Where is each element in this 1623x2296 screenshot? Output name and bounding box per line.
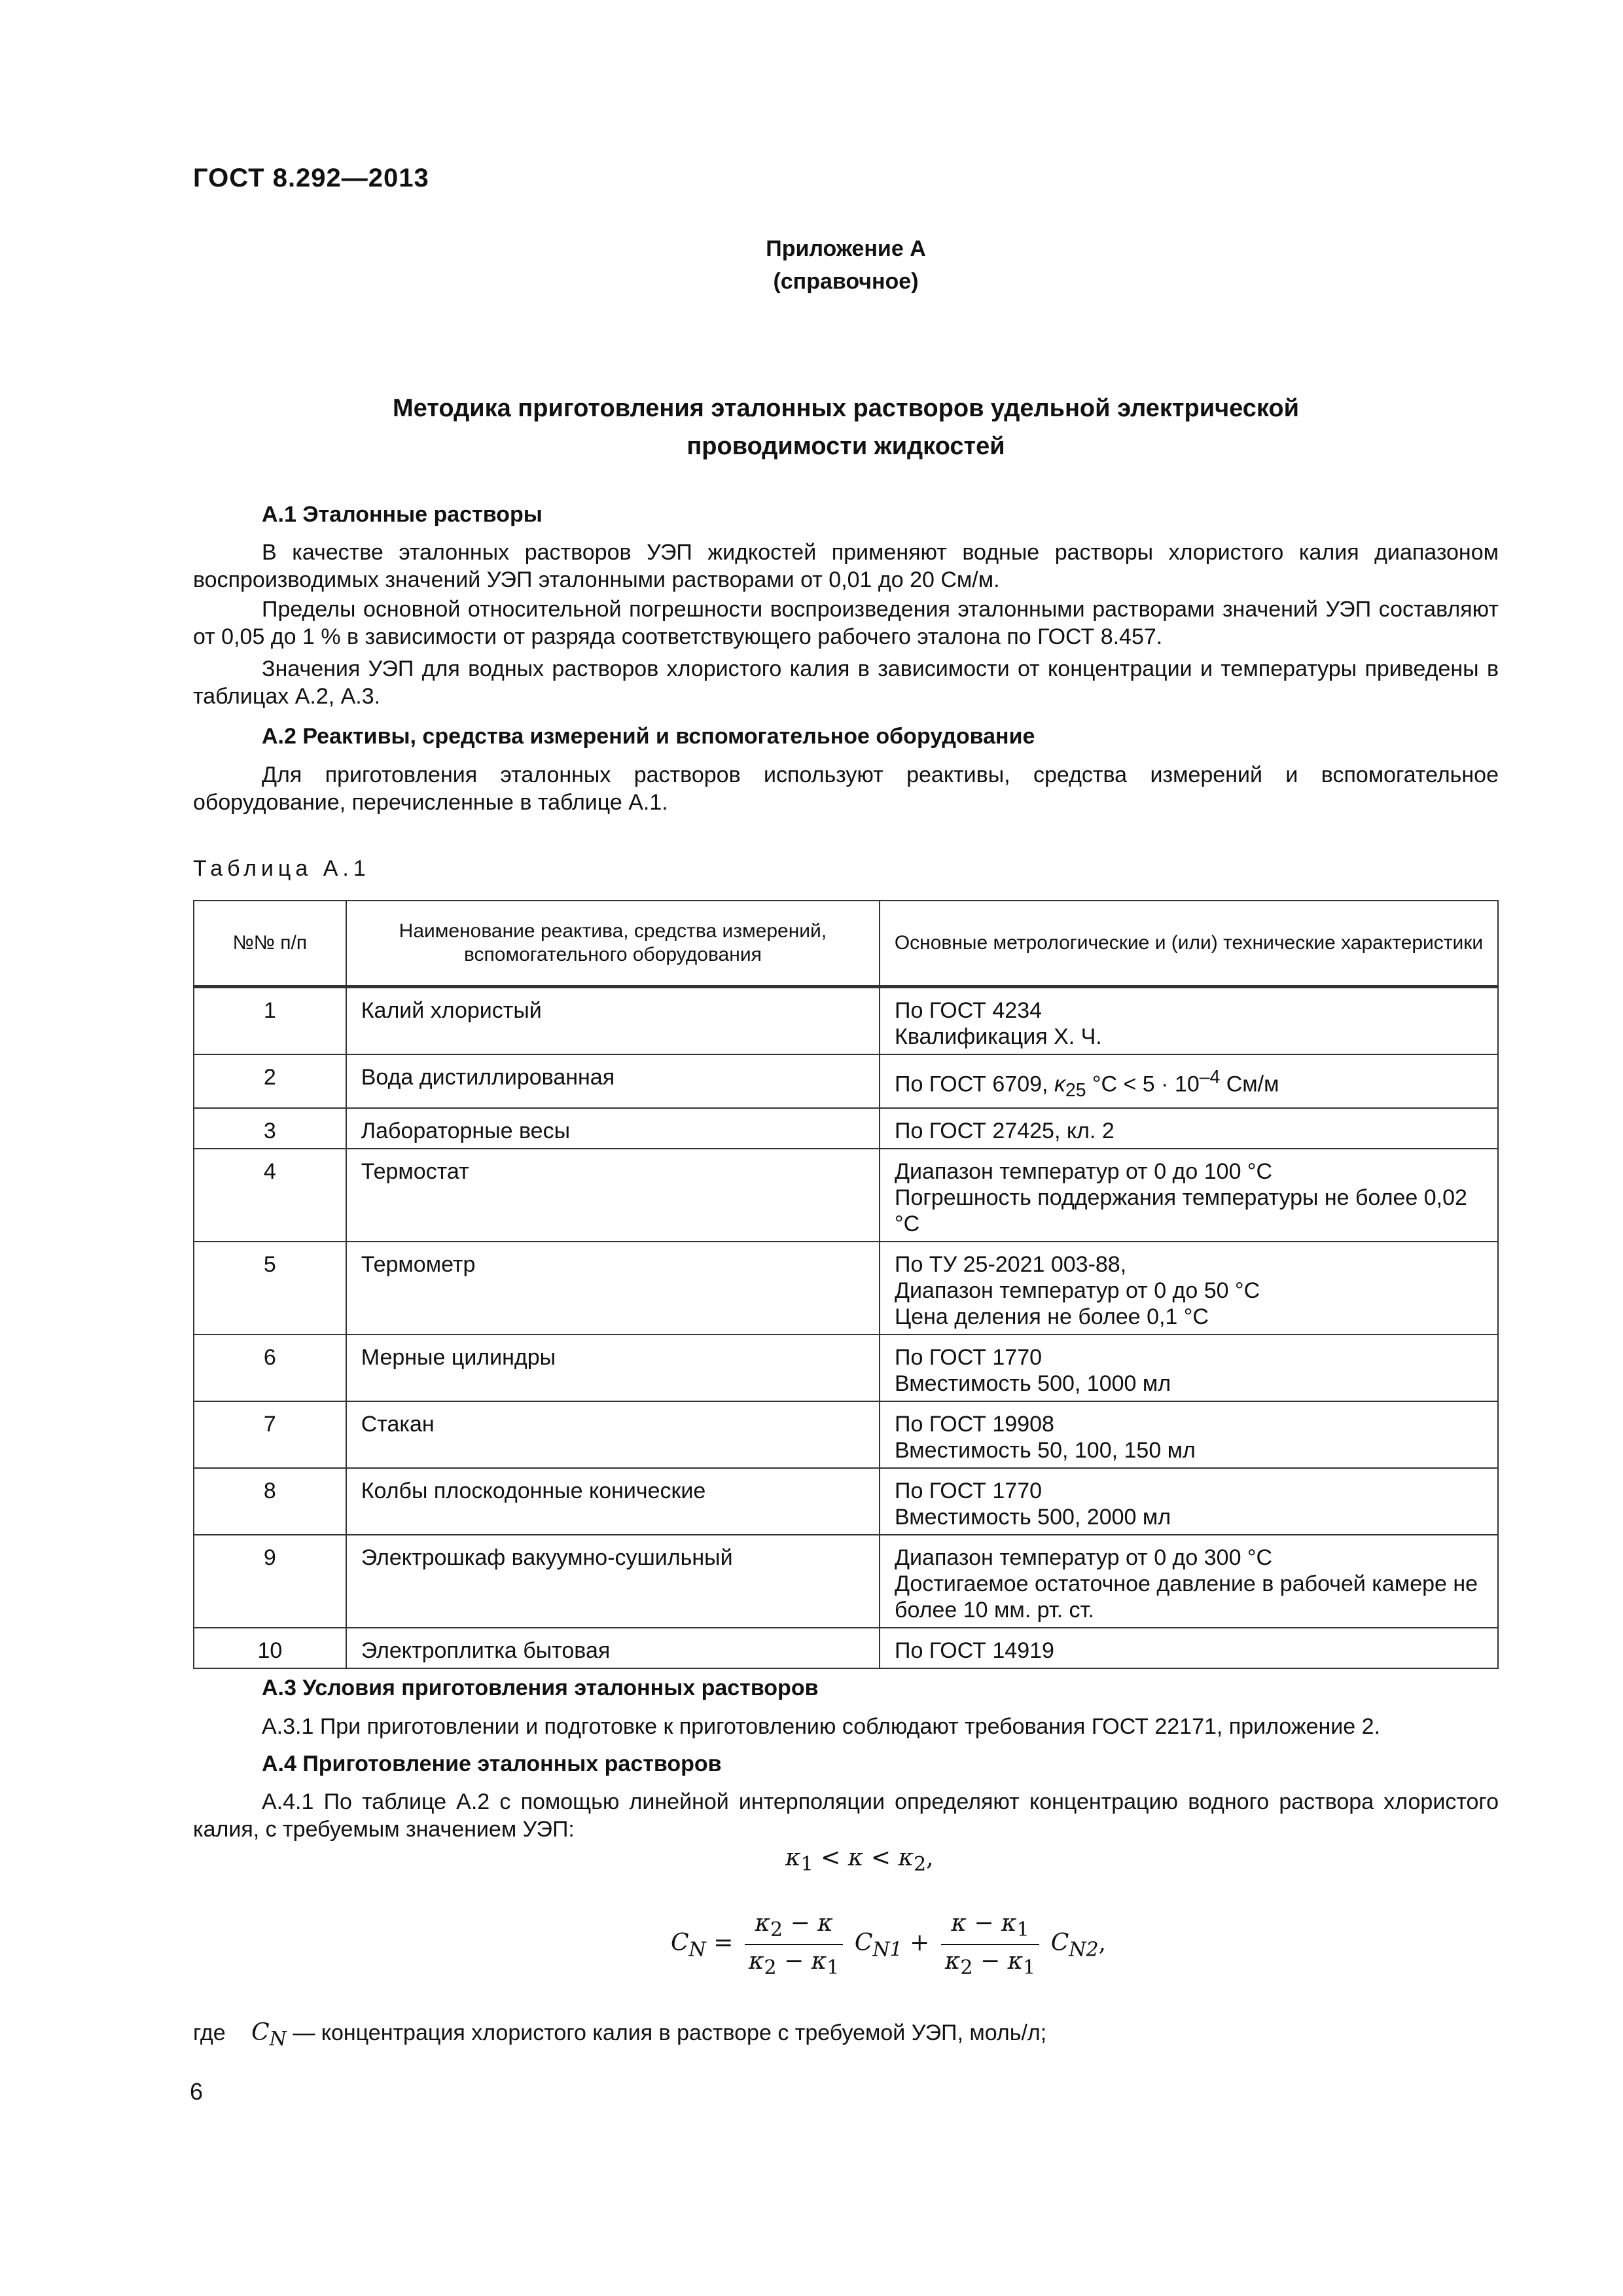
section-a3-heading: А.3 Условия приготовления эталонных растворов bbox=[262, 1676, 819, 1700]
row-name: Лабораторные весы bbox=[346, 1108, 880, 1149]
fraction-numerator: $\kappa_2 - \kappa$ bbox=[745, 1910, 843, 1945]
standard-designation: ГОСТ 8.292—2013 bbox=[193, 164, 429, 192]
row-number: 10 bbox=[194, 1628, 346, 1668]
fraction-numerator: $\kappa - \kappa_1$ bbox=[941, 1910, 1039, 1945]
spec-line: По ТУ 25-2021 003-88, bbox=[895, 1252, 1127, 1278]
page-number: 6 bbox=[190, 2078, 204, 2105]
row-spec bbox=[880, 1468, 1498, 1535]
row-number: 3 bbox=[194, 1108, 346, 1149]
header-number: №№ п/п bbox=[194, 901, 346, 987]
spec-line: Диапазон температур от 0 до 100 °С bbox=[895, 1159, 1273, 1185]
fraction-1 bbox=[745, 1910, 843, 1979]
row-number: 9 bbox=[194, 1535, 346, 1628]
title-line-2: проводимости жидкостей bbox=[687, 433, 1005, 460]
row-name: Электрошкаф вакуумно-сушильный bbox=[346, 1535, 880, 1628]
spec-line: Вместимость 500, 1000 мл bbox=[895, 1371, 1171, 1397]
subscript: 2 bbox=[914, 1853, 927, 1876]
row-spec bbox=[880, 1149, 1498, 1242]
row-number: 7 bbox=[194, 1401, 346, 1468]
section-a1-heading: А.1 Эталонные растворы bbox=[262, 502, 543, 527]
subscript: N2 bbox=[1069, 1938, 1099, 1962]
spec-line: По ГОСТ 4234 bbox=[895, 998, 1043, 1023]
header-name: Наименование реактива, средства измерений, вспомогательного оборудования bbox=[346, 901, 880, 987]
fraction-denominator: $\kappa_2 - \kappa_1$ bbox=[944, 1948, 1036, 1980]
table-caption: Таблица А.1 bbox=[193, 856, 370, 881]
table-row bbox=[194, 1468, 1498, 1535]
equals-sign: = bbox=[713, 1929, 734, 1957]
exponent: –4 bbox=[1199, 1067, 1221, 1088]
spec-line: Диапазон температур от 0 до 300 °С bbox=[895, 1545, 1273, 1571]
row-number: 4 bbox=[194, 1149, 346, 1242]
annex-heading bbox=[193, 232, 1499, 298]
where-clause bbox=[193, 2019, 1046, 2051]
row-spec bbox=[880, 1401, 1498, 1468]
table-row bbox=[194, 1242, 1498, 1335]
comma: , bbox=[926, 1844, 934, 1871]
spec-line: Цена деления не более 0,1 °С bbox=[895, 1304, 1209, 1330]
spec-line: По ГОСТ 19908 bbox=[895, 1412, 1054, 1437]
spec-line: Достигаемое остаточное давление в рабочей камере не более 10 мм. рт. ст. bbox=[895, 1571, 1478, 1623]
where-symbol: $C_N$ bbox=[251, 2019, 287, 2051]
table-header-row bbox=[194, 901, 1498, 987]
kappa-subscript: 25 bbox=[1065, 1080, 1086, 1102]
spec-line: По ГОСТ 1770 bbox=[895, 1479, 1043, 1504]
section-a2-paragraph-1: Для приготовления эталонных растворов используют реактивы, средства измерений и вспомогательное оборудование, перечисленные в таблице А.1. bbox=[193, 762, 1499, 815]
table-row bbox=[194, 987, 1498, 1055]
spec-line: Вместимость 500, 2000 мл bbox=[895, 1505, 1171, 1530]
section-a4-heading: А.4 Приготовление эталонных растворов bbox=[262, 1751, 722, 1776]
row-spec bbox=[880, 987, 1498, 1055]
row-spec bbox=[880, 1242, 1498, 1335]
inequality-formula bbox=[785, 1844, 934, 1876]
row-name: Электроплитка бытовая bbox=[346, 1628, 880, 1668]
annex-label: Приложение А bbox=[766, 236, 926, 261]
row-name: Стакан bbox=[346, 1401, 880, 1468]
section-a1-paragraph-3: Значения УЭП для водных растворов хлористого калия в зависимости от концентрации и температуры приведены в таблицах А.2, А.3. bbox=[193, 656, 1499, 709]
table-row bbox=[194, 1108, 1498, 1149]
table-row bbox=[194, 1335, 1498, 1401]
row-number: 5 bbox=[194, 1242, 346, 1335]
row-name: Калий хлористый bbox=[346, 987, 880, 1055]
less-than-sign: < bbox=[821, 1844, 841, 1871]
spec-text: По ГОСТ 6709, bbox=[895, 1071, 1054, 1097]
concentration-symbol: C bbox=[854, 1929, 873, 1957]
annex-type: (справочное) bbox=[773, 269, 919, 294]
page-title bbox=[193, 389, 1499, 465]
section-a1-paragraph-1: В качестве эталонных растворов УЭП жидкостей применяют водные растворы хлористого калия диапазоном воспроизводимых значений УЭП эталонными растворами от 0,01 до 20 См/м. bbox=[193, 540, 1499, 592]
kappa-symbol: κ bbox=[847, 1844, 864, 1871]
row-name: Термостат bbox=[346, 1149, 880, 1242]
header-characteristics: Основные метрологические и (или) технические характеристики bbox=[880, 901, 1498, 987]
spec-line: По ГОСТ 14919 bbox=[895, 1638, 1054, 1664]
section-a4-paragraph-1: А.4.1 По таблице А.2 с помощью линейной интерполяции определяют концентрацию водного раствора хлористого калия, с требуемым значением УЭП: bbox=[193, 1789, 1499, 1842]
row-spec bbox=[880, 1054, 1498, 1108]
fraction-denominator: $\kappa_2 - \kappa_1$ bbox=[748, 1948, 840, 1980]
row-number: 1 bbox=[194, 987, 346, 1055]
spec-line: Вместимость 50, 100, 150 мл bbox=[895, 1438, 1196, 1463]
table-row bbox=[194, 1149, 1498, 1242]
reagents-table bbox=[193, 900, 1499, 1669]
row-number: 2 bbox=[194, 1054, 346, 1108]
spec-text: См/м bbox=[1220, 1071, 1279, 1097]
plus-sign: + bbox=[910, 1929, 930, 1957]
title-line-1: Методика приготовления эталонных растворов удельной электрической bbox=[393, 395, 1299, 422]
concentration-symbol: C bbox=[671, 1929, 689, 1957]
row-spec bbox=[880, 1535, 1498, 1628]
table-row bbox=[194, 1401, 1498, 1468]
kappa-symbol: κ bbox=[1054, 1071, 1065, 1097]
comma: , bbox=[1098, 1929, 1107, 1957]
row-name: Колбы плоскодонные конические bbox=[346, 1468, 880, 1535]
where-text: — концентрация хлористого калия в растворе с требуемой УЭП, моль/л; bbox=[286, 2020, 1047, 2045]
subscript: N1 bbox=[872, 1938, 902, 1962]
spec-line: По ГОСТ 1770 bbox=[895, 1345, 1043, 1371]
kappa-symbol: κ bbox=[898, 1844, 914, 1871]
row-name: Мерные цилиндры bbox=[346, 1335, 880, 1401]
section-a2-heading: А.2 Реактивы, средства измерений и вспомогательное оборудование bbox=[262, 724, 1035, 749]
concentration-symbol: C bbox=[1050, 1929, 1069, 1957]
table-row bbox=[194, 1054, 1498, 1108]
subscript: 1 bbox=[800, 1853, 813, 1876]
row-spec bbox=[880, 1108, 1498, 1149]
row-name: Вода дистиллированная bbox=[346, 1054, 880, 1108]
row-number: 6 bbox=[194, 1335, 346, 1401]
section-a1-paragraph-2: Пределы основной относительной погрешности воспроизведения эталонными растворами значений УЭП составляют от 0,05 до 1 % в зависимости от разряда соответствующего рабочего эталона по ГОСТ 8.457. bbox=[193, 597, 1499, 649]
spec-line: Диапазон температур от 0 до 50 °С bbox=[895, 1278, 1260, 1304]
table-row bbox=[194, 1628, 1498, 1668]
fraction-2 bbox=[941, 1910, 1039, 1979]
row-name: Термометр bbox=[346, 1242, 880, 1335]
kappa-symbol: κ bbox=[785, 1844, 801, 1871]
subscript: N bbox=[688, 1938, 706, 1962]
table-row bbox=[194, 1535, 1498, 1628]
less-than-sign: < bbox=[870, 1844, 891, 1871]
row-spec bbox=[880, 1335, 1498, 1401]
row-spec bbox=[880, 1628, 1498, 1668]
interpolation-formula bbox=[671, 1910, 1106, 1979]
where-label: где bbox=[193, 2020, 226, 2045]
spec-line: Квалификация Х. Ч. bbox=[895, 1024, 1102, 1049]
section-a3-paragraph-1: А.3.1 При приготовлении и подготовке к приготовлению соблюдают требования ГОСТ 22171, приложение 2. bbox=[262, 1714, 1380, 1739]
row-number: 8 bbox=[194, 1468, 346, 1535]
spec-text: °С < 5 · 10 bbox=[1086, 1071, 1200, 1097]
spec-line: Погрешность поддержания температуры не более 0,02 °С bbox=[895, 1185, 1467, 1237]
spec-line: По ГОСТ 27425, кл. 2 bbox=[895, 1119, 1115, 1144]
